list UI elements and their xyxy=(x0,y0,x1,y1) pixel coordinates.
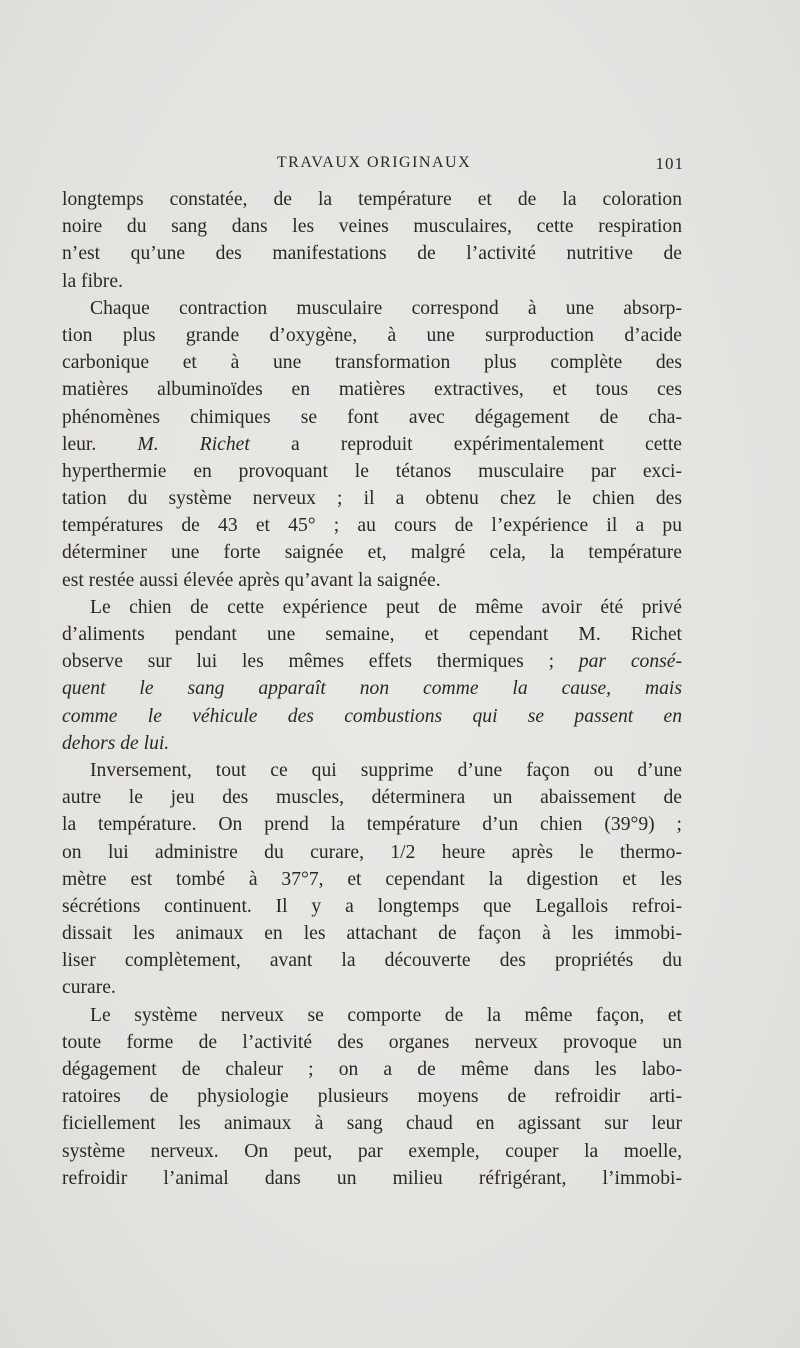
text-line: ficiellement les animaux à sang chaud en agissant sur leur xyxy=(62,1113,682,1135)
text-line: mètre est tombé à 37°7, et cependant la digestion et les xyxy=(62,868,682,890)
text-segment: a reproduit expérimentalement cette xyxy=(290,433,683,455)
italic-text: par consé- xyxy=(578,651,682,673)
text-line: températures de 43 et 45° ; au cours de l’expérience il a pu xyxy=(62,515,682,537)
text-line: déterminer une forte saignée et, malgré cela, la température xyxy=(62,542,682,564)
text-line: noire du sang dans les veines musculaires, cette respiration xyxy=(62,216,682,238)
text-line: la fibre. xyxy=(62,270,123,292)
text-line: toute forme de l’activité des organes nerveux provoque un xyxy=(62,1031,682,1053)
italic-line: comme le véhicule des combustions qui se passent en xyxy=(62,705,682,727)
text-line: dégagement de chaleur ; on a de même dans les labo- xyxy=(62,1059,682,1080)
text-line: curare. xyxy=(62,977,116,999)
text-line: hyperthermie en provoquant le tétanos musculaire par exci- xyxy=(62,460,682,482)
italic-line: quent le sang apparaît non comme la cause, mais xyxy=(62,678,682,700)
text-line: d’aliments pendant une semaine, et cependant M. Richet xyxy=(62,624,682,645)
text-line: tation du système nerveux ; il a obtenu chez le chien des xyxy=(62,488,682,510)
text-line: carbonique et à une transformation plus complète des xyxy=(62,352,682,374)
text-line xyxy=(62,431,682,458)
text-segment: observe sur lui les mêmes effets thermiques ; xyxy=(62,651,555,673)
running-title: TRAVAUX ORIGINAUX xyxy=(276,154,472,171)
text-line: Le chien de cette expérience peut de même avoir été privé xyxy=(90,596,682,618)
text-line xyxy=(62,648,682,675)
text-line: tion plus grande d’oxygène, à une surproduction d’acide xyxy=(62,324,682,346)
text-line: ratoires de physiologie plusieurs moyens de refroidir arti- xyxy=(62,1086,682,1108)
text-line: Inversement, tout ce qui supprime d’une façon ou d’une xyxy=(90,759,682,781)
text-line: phénomènes chimiques se font avec dégagement de cha- xyxy=(62,406,682,428)
text-line: la température. On prend la température d’un chien (39°9) ; xyxy=(62,814,682,836)
text-segment: leur. xyxy=(62,433,97,455)
text-line: refroidir l’animal dans un milieu réfrigérant, l’immobi- xyxy=(62,1167,682,1189)
text-line: n’est qu’une des manifestations de l’activité nutritive de xyxy=(62,243,682,265)
text-line: liser complètement, avant la découverte des propriétés du xyxy=(62,950,682,972)
text-line: autre le jeu des muscles, déterminera un abaissement de xyxy=(62,787,682,809)
text-line: Le système nerveux se comporte de la même façon, et xyxy=(90,1004,682,1026)
text-line: Chaque contraction musculaire correspond à une absorp- xyxy=(90,297,682,319)
text-line: dissait les animaux en les attachant de façon à les immobi- xyxy=(62,923,682,945)
running-head xyxy=(64,152,684,178)
italic-line: dehors de lui. xyxy=(62,732,170,754)
text-line: sécrétions continuent. Il y a longtemps que Legallois refroi- xyxy=(62,895,682,917)
text-line: on lui administre du curare, 1/2 heure après le thermo- xyxy=(62,841,682,863)
page-number: 101 xyxy=(655,154,684,173)
text-line: matières albuminoïdes en matières extractives, et tous ces xyxy=(62,379,682,401)
italic-name: M. Richet xyxy=(137,433,250,455)
body-text xyxy=(62,186,682,1192)
text-line: longtemps constatée, de la température et de la coloration xyxy=(62,189,682,210)
text-line: système nerveux. On peut, par exemple, couper la moelle, xyxy=(62,1140,682,1162)
text-line: est restée aussi élevée après qu’avant la saignée. xyxy=(62,569,441,591)
